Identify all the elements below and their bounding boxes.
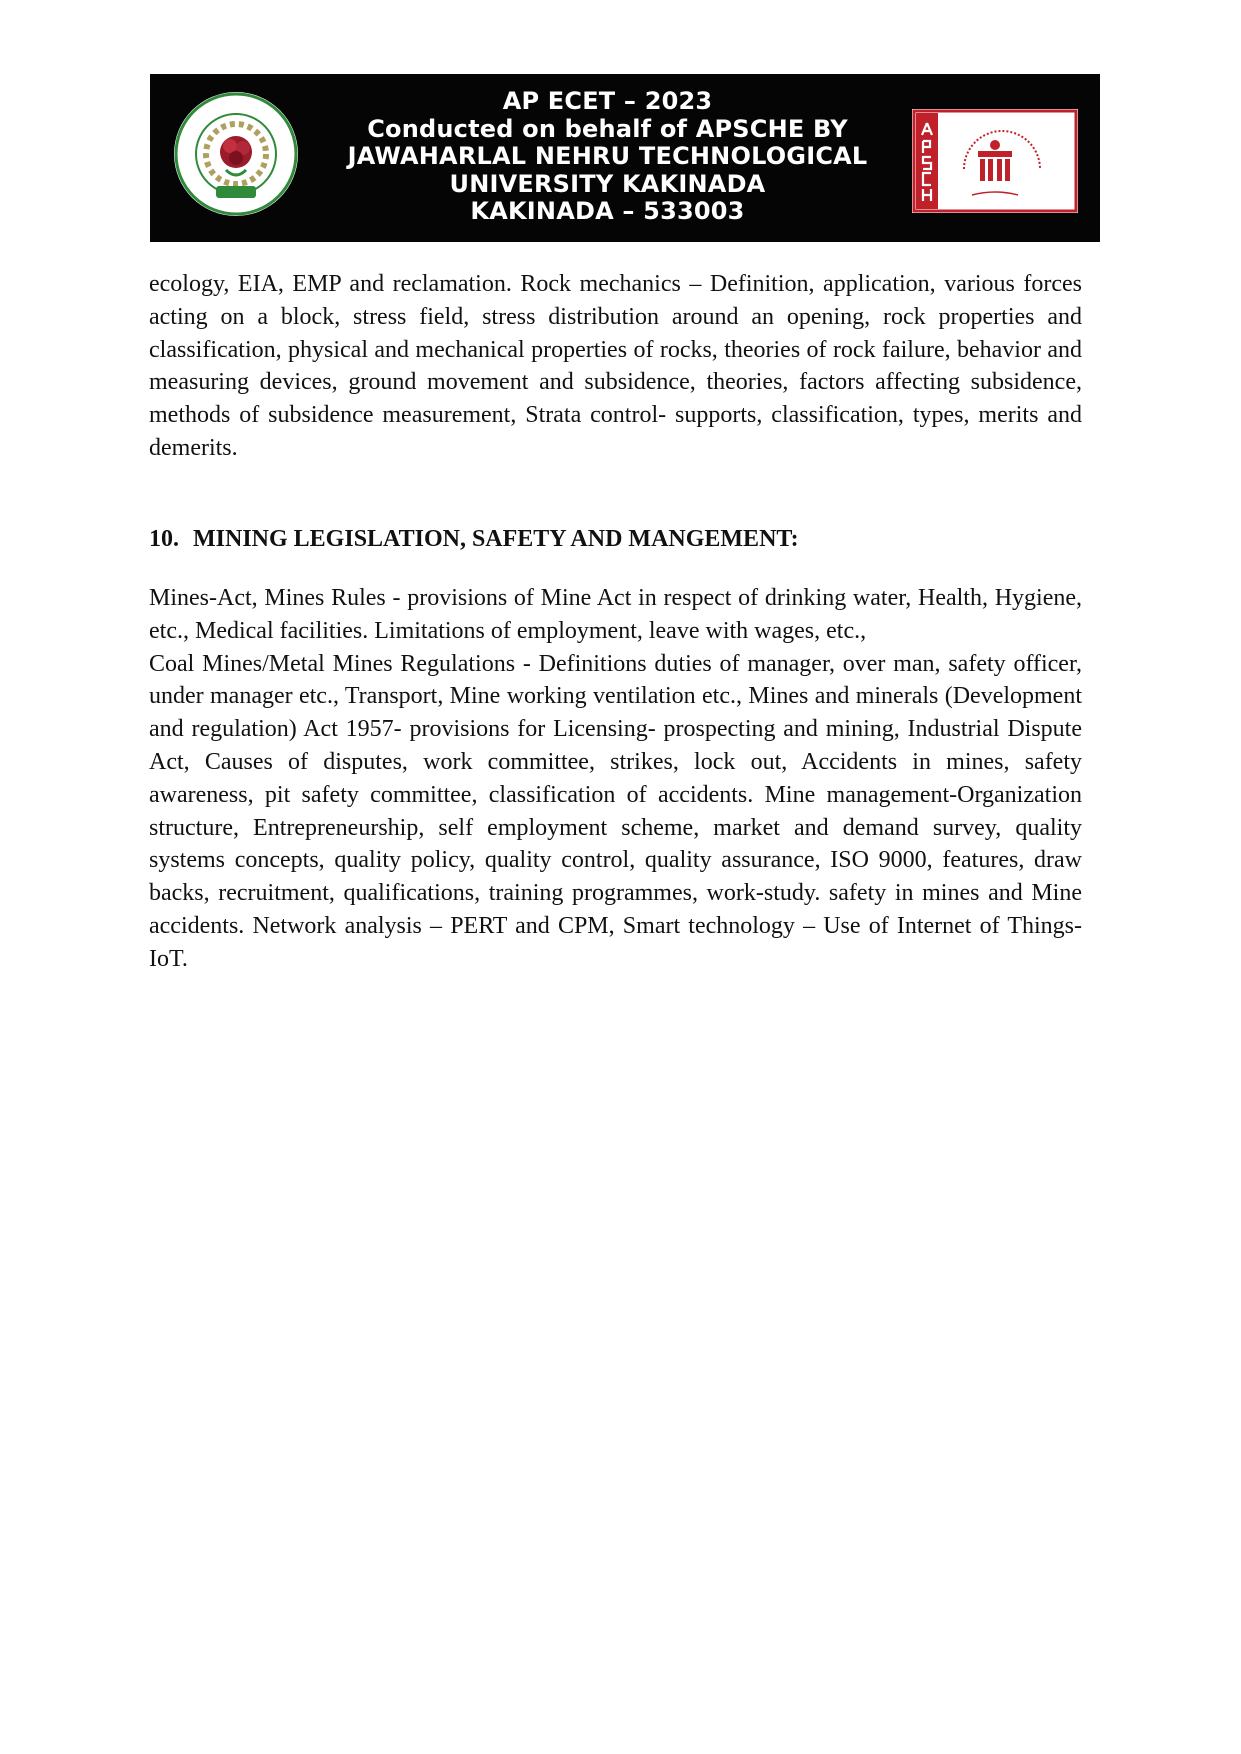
- banner-line-4: UNIVERSITY KAKINADA: [449, 169, 766, 198]
- intro-section: [149, 268, 1082, 465]
- banner-line-5: KAKINADA – 533003: [470, 197, 745, 225]
- section-body: [149, 582, 1082, 976]
- section-number: 10.: [149, 526, 179, 552]
- paragraph-regulations: Coal Mines/Metal Mines Regulations - Definitions duties of manager, over man, safety officer, under manager etc., Transport, Mine working ventilation etc., Mines and minerals (Development and regulation) Act 1957- provisions for Licensing- prospecting and mining, Industrial Dispute Act, Causes of disputes, work committee, strikes, lock out, Accidents in mines, safety awareness, pit safety committee, classification of accidents. Mine management-Organization structure, Entrepreneurship, self employment scheme, market and demand survey, quality systems concepts, quality policy, quality control, quality assurance, ISO 9000, features, draw backs, recruitment, qualifications, training programmes, work-study. safety in mines and Mine accidents. Network analysis – PERT and CPM, Smart technology – Use of Internet of Things-IoT.: [149, 650, 1082, 972]
- paragraph-mines-act: Mines-Act, Mines Rules - provisions of Mine Act in respect of drinking water, Health, Hygiene, etc., Medical facilities. Limitations of employment, leave with wages, etc.,: [149, 585, 1082, 644]
- header-banner: [150, 74, 1100, 242]
- banner-line-3: JAWAHARLAL NEHRU TECHNOLOGICAL: [347, 142, 868, 170]
- section-title: MINING LEGISLATION, SAFETY AND MANGEMENT:: [193, 526, 799, 552]
- banner-line-1: AP ECET – 2023: [502, 87, 713, 115]
- section-heading: [149, 526, 799, 553]
- jntuk-logo-icon: [172, 82, 300, 232]
- banner-line-2: Conducted on behalf of APSCHE BY: [367, 114, 848, 143]
- paragraph-rock-mechanics: ecology, EIA, EMP and reclamation. Rock mechanics – Definition, application, various forces acting on a block, stress field, stress distribution around an opening, rock properties and classification, physical and mechanical properties of rocks, theories of rock failure, behavior and measuring devices, ground movement and subsidence, theories, factors affecting subsidence, methods of subsidence measurement, Strata control- supports, classification, types, merits and demerits.: [149, 271, 1082, 461]
- banner-title: [305, 88, 910, 226]
- apsche-logo-icon: [912, 109, 1078, 213]
